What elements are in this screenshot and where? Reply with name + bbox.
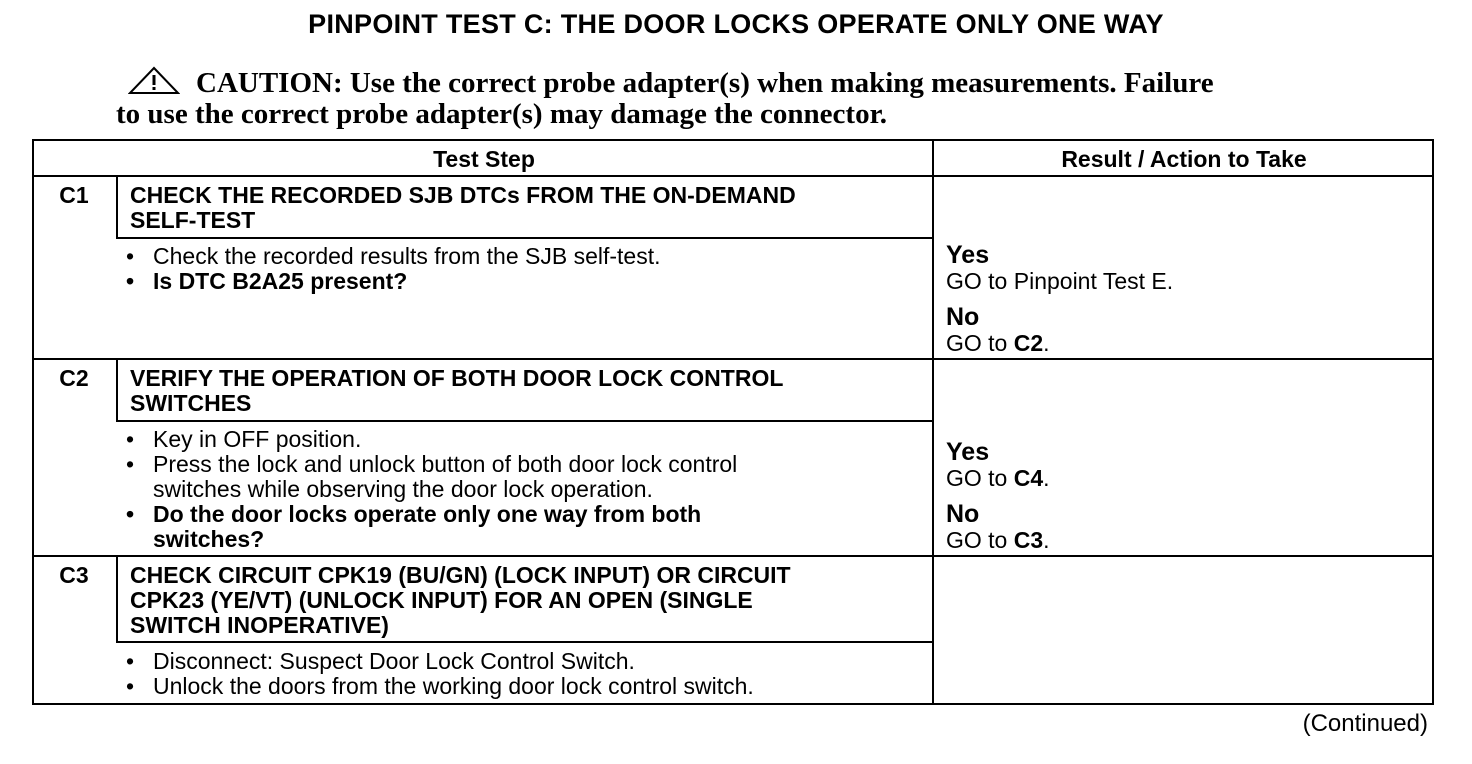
list-item-text: Do the door locks operate only one way from both: [153, 501, 702, 527]
caution-line-2: to use the correct probe adapter(s) may damage the connector.: [116, 98, 888, 130]
header-divider: [34, 175, 1432, 177]
no-label: No: [946, 500, 980, 528]
c2-row-divider: [34, 555, 1432, 557]
action-suffix: .: [1043, 527, 1050, 553]
yes-action: GO to Pinpoint Test E.: [946, 268, 1174, 294]
list-item: • Check the recorded results from the SJB self-test.: [116, 244, 926, 269]
step-title-line: CHECK THE RECORDED SJB DTCs FROM THE ON-DEMAND: [130, 182, 796, 208]
c1-title-divider: [116, 237, 934, 239]
action-text: GO to: [946, 330, 1014, 356]
step-id: C2: [59, 365, 89, 391]
step-title: [130, 563, 791, 638]
list-item-text: Press the lock and unlock button of both door lock control: [153, 451, 738, 477]
step-id: C3: [59, 562, 89, 588]
warning-triangle-icon: [128, 66, 180, 96]
action-suffix: .: [1043, 330, 1050, 356]
list-item-text: switches while observing the door lock operation.: [153, 476, 653, 502]
action-text: GO to: [946, 465, 1014, 491]
step-instructions: [116, 649, 926, 699]
caution-note: [116, 66, 1346, 130]
page-title: PINPOINT TEST C: THE DOOR LOCKS OPERATE ONLY ONE WAY: [308, 9, 1164, 39]
step-title-line: CPK23 (YE/VT) (UNLOCK INPUT) FOR AN OPEN (SINGLE: [130, 587, 753, 613]
no-label: No: [946, 303, 980, 331]
step-title-line: SWITCHES: [130, 390, 252, 416]
pinpoint-test-table: [32, 139, 1434, 705]
yes-label: Yes: [946, 241, 990, 269]
caution-line-1: CAUTION: Use the correct probe adapter(s) when making measurements. Failure: [196, 67, 1214, 99]
c1-row-divider: [34, 358, 1432, 360]
id-divider-c1: [116, 177, 118, 239]
yes-action: [946, 466, 1426, 491]
step-title: [130, 366, 783, 416]
action-target: C3: [1013, 527, 1044, 553]
list-item: • Unlock the doors from the working door lock control switch.: [116, 674, 926, 699]
action-suffix: .: [1043, 465, 1050, 491]
step-title: [130, 183, 796, 233]
id-divider-c2: [116, 360, 118, 422]
c3-title-divider: [116, 641, 934, 643]
step-instructions: [116, 244, 926, 294]
no-action: [946, 331, 1426, 356]
step-instructions: [116, 427, 926, 552]
continued-note: (Continued): [1302, 710, 1428, 737]
step-title-line: SWITCH INOPERATIVE): [130, 612, 389, 638]
step-title-line: VERIFY THE OPERATION OF BOTH DOOR LOCK CONTROL: [130, 365, 784, 391]
list-item: • Is DTC B2A25 present?: [116, 269, 926, 294]
list-item: [116, 502, 926, 552]
step-id: C1: [59, 182, 89, 208]
list-item: • Key in OFF position.: [116, 427, 926, 452]
result-c1: [946, 242, 1426, 356]
action-text: GO to: [946, 527, 1014, 553]
c2-title-divider: [116, 420, 934, 422]
list-item: [116, 452, 926, 502]
step-title-line: SELF-TEST: [130, 207, 256, 233]
header-result: Result / Action to Take: [1061, 146, 1307, 172]
action-target: C2: [1013, 330, 1044, 356]
yes-label: Yes: [946, 438, 990, 466]
action-target: C4: [1013, 465, 1044, 491]
column-divider: [932, 141, 934, 703]
header-test-step: Test Step: [433, 146, 535, 172]
list-item-text: switches?: [153, 526, 265, 552]
step-title-line: CHECK CIRCUIT CPK19 (BU/GN) (LOCK INPUT) OR CIRCUIT: [130, 562, 791, 588]
list-item: • Disconnect: Suspect Door Lock Control Switch.: [116, 649, 926, 674]
no-action: [946, 528, 1426, 553]
result-c2: [946, 439, 1426, 553]
id-divider-c3: [116, 557, 118, 643]
